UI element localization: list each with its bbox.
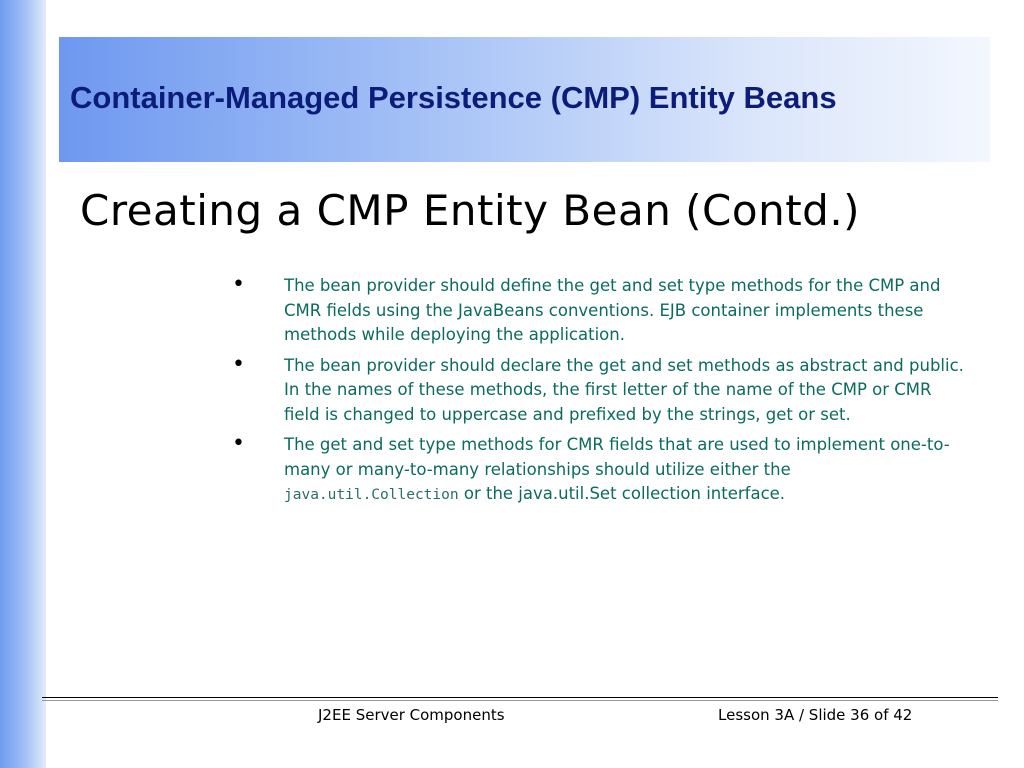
left-decorative-bar [0, 0, 46, 768]
bullet-item [230, 274, 970, 348]
code-text: java.util.Collection [284, 487, 459, 503]
slide-title: Creating a CMP Entity Bean (Contd.) [80, 186, 861, 235]
bullet-text: The bean provider should declare the get and set methods as abstract and public. In the names of these methods, the first letter of the name of the CMP or CMR field is changed to uppercase and prefixed by the strings, get or set. [284, 355, 964, 424]
bullet-icon: • [232, 351, 245, 377]
bullet-text-before-code: The get and set type methods for CMR fields that are used to implement one-to-many or many-to-many relationships should utilize either the [284, 435, 950, 479]
footer-slide-info: Lesson 3A / Slide 36 of 42 [718, 706, 913, 724]
bullet-item [230, 351, 970, 428]
footer-divider [42, 697, 998, 698]
footer-course-title: J2EE Server Components [318, 706, 505, 724]
bullet-item [230, 433, 970, 508]
header-title: Container-Managed Persistence (CMP) Entity Beans [70, 80, 837, 115]
bullet-list [230, 274, 970, 514]
bullet-text-after-code: or the java.util.Set collection interface. [458, 484, 786, 503]
bullet-text: The bean provider should define the get and set type methods for the CMP and CMR fields using the JavaBeans conventions. EJB container implements these methods while deploying the application. [284, 276, 941, 344]
footer-divider-shadow [42, 700, 998, 701]
bullet-icon: • [232, 272, 245, 297]
bullet-icon: • [232, 431, 245, 456]
